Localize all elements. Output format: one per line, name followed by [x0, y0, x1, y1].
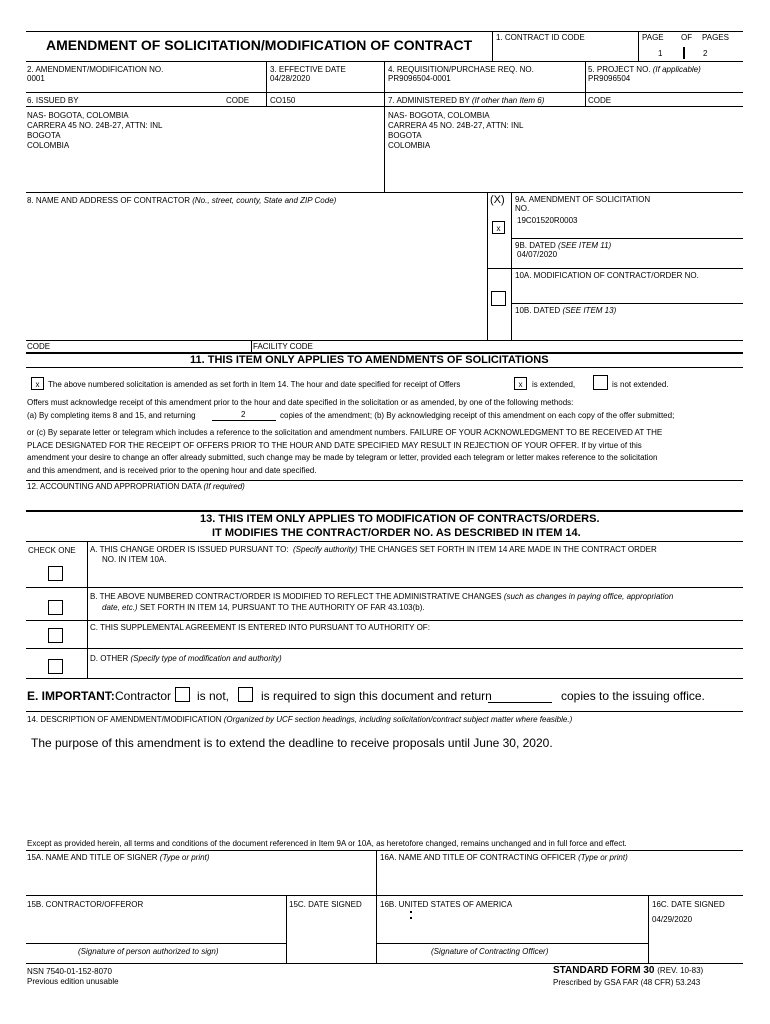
item13-a-text: [90, 545, 657, 554]
project-no-label: [588, 65, 701, 74]
contractor-label-text: 8. NAME AND ADDRESS OF CONTRACTOR: [27, 196, 190, 205]
effective-date-label: 3. EFFECTIVE DATE: [270, 65, 346, 74]
amendment-no-value: 0001: [27, 74, 45, 83]
standard-form-title: STANDARD FORM 30: [553, 965, 655, 976]
dated-9b-value: 04/07/2020: [517, 250, 558, 259]
item13-a-text2: THE CHANGES SET FORTH IN ITEM 14 ARE MADE IN THE CONTRACT ORDER: [359, 545, 657, 554]
item13-a-checkbox[interactable]: [48, 566, 63, 581]
copies-return-field[interactable]: [488, 702, 552, 703]
item13-b-note: (such as changes in paying office, appropriation: [503, 592, 674, 601]
item13-b-checkbox[interactable]: [48, 600, 63, 615]
signature-mark: [410, 911, 412, 913]
project-no-value: PR9096504: [588, 74, 631, 83]
issued-code-label: CODE: [226, 96, 250, 105]
administered-by-text: 7. ADMINISTERED BY: [388, 96, 470, 105]
x-column-header: (X): [490, 194, 505, 206]
item11-line1: The above numbered solicitation is amended as set forth in Item 14. The hour and date specified for receipt of Offers: [48, 380, 461, 389]
form-title: AMENDMENT OF SOLICITATION/MODIFICATION OF CONTRACT: [46, 37, 473, 53]
signature-officer-caption: [431, 947, 548, 956]
item13-a-note: (Specify authority): [293, 545, 358, 554]
mod-10a-label: 10A. MODIFICATION OF CONTRACT/ORDER NO.: [515, 271, 699, 280]
item13-d-text: [90, 654, 282, 663]
signature-offeror-text: (Signature of person authorized to sign): [78, 947, 219, 956]
page-number: 1: [658, 49, 663, 58]
important-contractor: Contractor: [115, 689, 172, 703]
issued-line-3: BOGOTA: [27, 131, 61, 140]
except-text: Except as provided herein, all terms and conditions of the document referenced in Item 9A or 10A, as heretofore changed, remains unchanged and in full force and effect.: [27, 839, 627, 848]
nsn-text: NSN 7540-01-152-8070: [27, 967, 112, 976]
issued-line-4: COLOMBIA: [27, 141, 70, 150]
pages-number: 2: [703, 49, 708, 58]
project-no-label-text: 5. PROJECT NO.: [588, 65, 651, 74]
extended-label: is extended,: [532, 380, 576, 389]
extended-checkbox[interactable]: x: [514, 377, 527, 390]
dated-10b-label: [515, 306, 616, 315]
copies-returned-value: 2: [241, 410, 246, 419]
contractor-offeror-label: 15B. CONTRACTOR/OFFEROR: [27, 900, 144, 909]
requisition-value: PR9096504-0001: [388, 74, 451, 83]
contractor-label: [27, 196, 336, 205]
officer-name-label-text: 16A. NAME AND TITLE OF CONTRACTING OFFICER: [380, 853, 576, 862]
item11-title: 11. THIS ITEM ONLY APPLIES TO AMENDMENTS OF SOLICITATIONS: [190, 354, 549, 366]
item11-amended-checkbox[interactable]: x: [31, 377, 44, 390]
item13-c-text: C. THIS SUPPLEMENTAL AGREEMENT IS ENTERED INTO PURSUANT TO AUTHORITY OF:: [90, 623, 430, 632]
admin-code-label: CODE: [588, 96, 612, 105]
not-extended-label: is not extended.: [612, 380, 669, 389]
item13-c-checkbox[interactable]: [48, 628, 63, 643]
item11-para-line5: amendment your desire to change an offer already submitted, such change may be made by telegram or letter, provided each telegram or letter makes reference to the solicitation: [27, 453, 658, 462]
admin-line-1: NAS- BOGOTA, COLOMBIA: [388, 111, 490, 120]
contractor-code-label: CODE: [27, 342, 51, 351]
item14-description: The purpose of this amendment is to extend the deadline to receive proposals until June 30, 2020.: [31, 736, 553, 750]
amendment-no-label: 2. AMENDMENT/MODIFICATION NO.: [27, 65, 164, 74]
mod-10a-checkbox[interactable]: [491, 291, 506, 306]
item13-b-text2: [102, 603, 425, 612]
signer-name-label-text: 15A. NAME AND TITLE OF SIGNER: [27, 853, 158, 862]
previous-edition-text: Previous edition unusable: [27, 977, 119, 986]
check-one-label: CHECK ONE: [28, 546, 76, 555]
item12-label: [27, 482, 245, 491]
item14-note: (Organized by UCF section headings, including solicitation/contract subject matter where feasible.): [223, 715, 573, 724]
officer-date-value: 04/29/2020: [652, 915, 693, 924]
standard-form-label: [553, 965, 703, 976]
page-label: PAGE: [642, 33, 664, 42]
item13-b-text: [90, 592, 673, 601]
item11-para-line4: PLACE DESIGNATED FOR THE RECEIPT OF OFFERS PRIOR TO THE HOUR AND DATE SPECIFIED MAY RESULT IN REJECTION OF YOUR OFFER. If by virtue of this: [27, 441, 642, 450]
item11-para-line2a: (a) By completing items 8 and 15, and returning: [27, 411, 196, 420]
item13-b-note2: date, etc.): [102, 603, 138, 612]
item13-a-text3: NO. IN ITEM 10A.: [102, 555, 167, 564]
dated-10b-note: (SEE ITEM 13): [562, 306, 617, 315]
dated-10b-text: 10B. DATED: [515, 306, 561, 315]
of-label: OF: [681, 33, 693, 42]
dated-9b-note: (SEE ITEM 11): [557, 241, 612, 250]
standard-form-rev: (REV. 10-83): [657, 966, 704, 975]
is-not-checkbox[interactable]: [175, 687, 190, 702]
issued-line-1: NAS- BOGOTA, COLOMBIA: [27, 111, 129, 120]
signer-name-note: (Type or print): [159, 853, 210, 862]
administered-by-note: (If other than Item 6): [471, 96, 545, 105]
issued-code-box: [266, 93, 384, 106]
officer-name-note: (Type or print): [578, 853, 628, 862]
item13-title-1: 13. THIS ITEM ONLY APPLIES TO MODIFICATION OF CONTRACTS/ORDERS.: [200, 513, 600, 525]
item11-para-line3: or (c) By separate letter or telegram which includes a reference to the solicitation and amendment numbers. FAILURE OF YOUR ACKNOWLEDGMENT TO BE RECEIVED AT THE: [27, 428, 663, 437]
issued-code-value: CO150: [270, 96, 296, 105]
usa-label: 16B. UNITED STATES OF AMERICA: [380, 900, 513, 909]
admin-line-4: COLOMBIA: [388, 141, 431, 150]
copies-returned-field[interactable]: [212, 410, 276, 421]
is-not-label: is not,: [197, 689, 230, 703]
administered-by-label: [388, 96, 544, 105]
copies-issuing-label: copies to the issuing office.: [561, 689, 705, 703]
contractor-date-label: 15C. DATE SIGNED: [289, 900, 362, 909]
amendment-sol-value: 19C01520R0003: [517, 216, 578, 225]
item12-label-text: 12. ACCOUNTING AND APPROPRIATION DATA: [27, 482, 202, 491]
item13-a-label: A. THIS CHANGE ORDER IS ISSUED PURSUANT TO:: [90, 545, 289, 554]
contract-id-label: 1. CONTRACT ID CODE: [496, 33, 585, 42]
pages-label: PAGES: [702, 33, 729, 42]
signature-officer-text: (Signature of Contracting Officer): [431, 947, 549, 956]
admin-line-3: BOGOTA: [388, 131, 422, 140]
issued-line-2: CARRERA 45 NO. 24B-27, ATTN: INL: [27, 121, 163, 130]
signature-offeror-caption: [78, 947, 219, 956]
effective-date-value: 04/28/2020: [270, 74, 311, 83]
dated-9b-text: 9B. DATED: [515, 241, 556, 250]
project-no-note: (If applicable): [652, 65, 701, 74]
item13-d-label: D. OTHER: [90, 654, 129, 663]
admin-line-2: CARRERA 45 NO. 24B-27, ATTN: INL: [388, 121, 524, 130]
officer-name-label: [380, 853, 628, 862]
signer-name-label: [27, 853, 209, 862]
signature-mark-2: [410, 917, 412, 919]
item13-d-note: (Specify type of modification and authority): [130, 654, 282, 663]
item14-label-text: 14. DESCRIPTION OF AMENDMENT/MODIFICATION: [27, 715, 222, 724]
item11-para-line2b: copies of the amendment; (b) By acknowledging receipt of this amendment on each copy of the offer submitted;: [280, 411, 675, 420]
is-required-checkbox[interactable]: [238, 687, 253, 702]
not-extended-checkbox[interactable]: [593, 375, 608, 390]
item14-label: [27, 715, 572, 724]
facility-code-label: FACILITY CODE: [253, 342, 313, 351]
dated-9b-label: [515, 241, 611, 250]
is-required-label: is required to sign this document and return: [261, 689, 492, 703]
important-label: E. IMPORTANT:: [27, 689, 115, 703]
amendment-sol-label: 9A. AMENDMENT OF SOLICITATION: [515, 195, 651, 204]
officer-date-label: 16C. DATE SIGNED: [652, 900, 725, 909]
amendment-sol-checkbox[interactable]: x: [492, 221, 505, 234]
contractor-label-note: (No., street, county, State and ZIP Code): [192, 196, 337, 205]
item11-para-line1: Offers must acknowledge receipt of this amendment prior to the hour and date specified in the solicitation or as amended, by one of the following methods:: [27, 398, 574, 407]
item13-b-label: B. THE ABOVE NUMBERED CONTRACT/ORDER IS MODIFIED TO REFLECT THE ADMINISTRATIVE CHANGES: [90, 592, 502, 601]
item13-title-2: IT MODIFIES THE CONTRACT/ORDER NO. AS DESCRIBED IN ITEM 14.: [212, 527, 581, 539]
requisition-label: 4. REQUISITION/PURCHASE REQ. NO.: [388, 65, 534, 74]
item12-note: (If required): [203, 482, 245, 491]
issued-by-label: 6. ISSUED BY: [27, 96, 79, 105]
amendment-sol-label-no: NO.: [515, 204, 530, 213]
item13-d-checkbox[interactable]: [48, 659, 63, 674]
item13-b-label2: SET FORTH IN ITEM 14, PURSUANT TO THE AUTHORITY OF FAR 43.103(b).: [139, 603, 425, 612]
prescribed-text: Prescribed by GSA FAR (48 CFR) 53.243: [553, 978, 701, 987]
item11-para-line6: and this amendment, and is received prior to the opening hour and date specified.: [27, 466, 317, 475]
